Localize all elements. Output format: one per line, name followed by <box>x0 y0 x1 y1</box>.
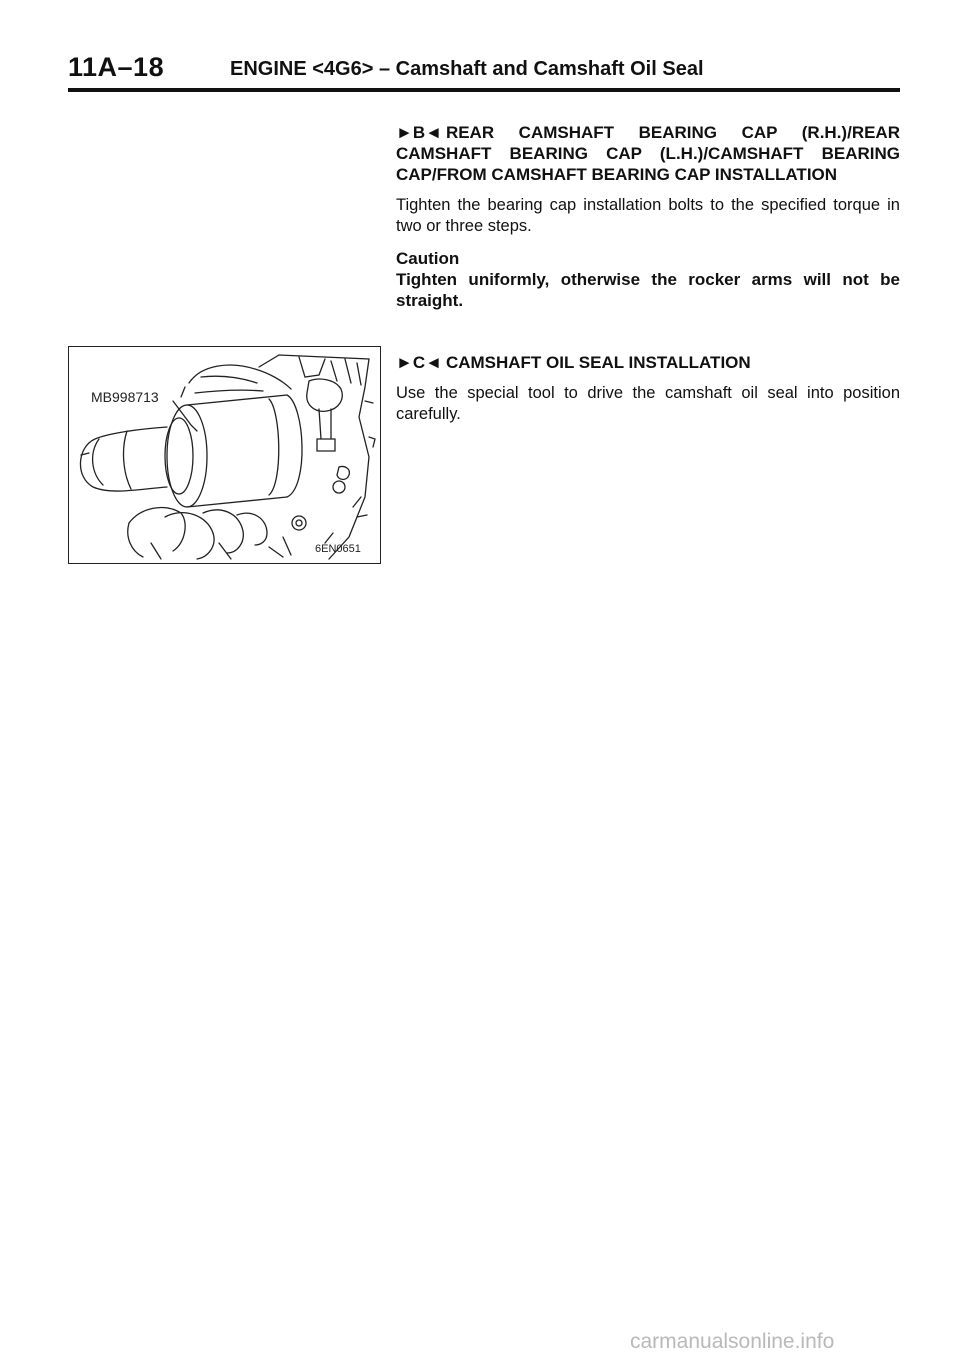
section-c-body: Use the special tool to drive the camshaft oil seal into position carefully. <box>396 384 900 423</box>
figure-id: 6EN0651 <box>315 543 361 555</box>
oil-seal-installation-illustration <box>69 347 381 564</box>
section-b-marker: ►B◄ <box>396 123 442 142</box>
section-c <box>396 352 900 425</box>
caution-text: Tighten uniformly, otherwise the rocker arms will not be straight. <box>396 270 900 310</box>
section-c-heading <box>396 352 900 373</box>
tool-label: MB998713 <box>91 389 159 405</box>
section-c-heading-text: CAMSHAFT OIL SEAL INSTALLATION <box>445 353 751 372</box>
page-number: 11A–18 <box>68 52 165 82</box>
section-b-heading-text: REAR CAMSHAFT BEARING CAP (R.H.)/REAR CAMSHAFT BEARING CAP (L.H.)/CAMSHAFT BEARING CAP/FROM CAMSHAFT BEARING CAP INSTALLATION <box>396 123 900 184</box>
section-c-marker: ►C◄ <box>396 353 442 372</box>
section-b-body: Tighten the bearing cap installation bolts to the specified torque in two or three steps. <box>396 196 900 235</box>
illustration-figure <box>68 346 381 564</box>
section-b-heading <box>396 122 900 185</box>
header-divider <box>68 88 900 92</box>
page-title: ENGINE <4G6> – Camshaft and Camshaft Oil Seal <box>230 58 704 80</box>
caution-title: Caution <box>396 249 460 268</box>
watermark: carmanualsonline.info <box>630 1330 835 1353</box>
section-b <box>396 122 900 311</box>
